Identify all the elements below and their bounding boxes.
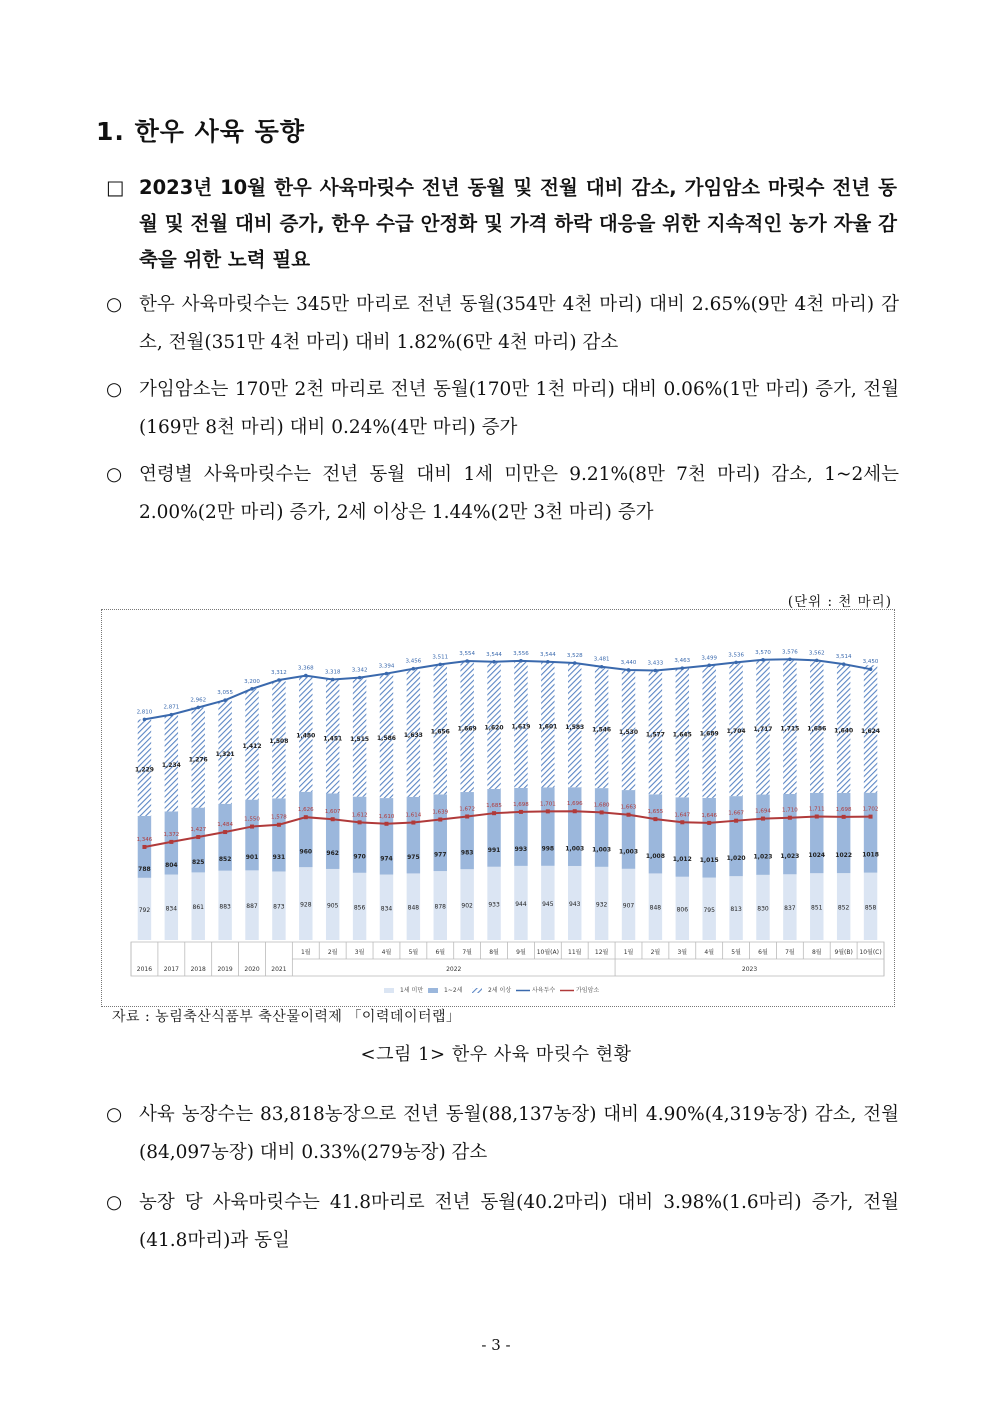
data-label: 1,583 bbox=[565, 724, 585, 732]
figure-caption: <그림 1> 한우 사육 마릿수 현황 bbox=[360, 1044, 632, 1065]
data-label: 1022 bbox=[835, 852, 853, 860]
line-label: 3,528 bbox=[566, 653, 583, 660]
circle-marker: ○ bbox=[106, 464, 123, 485]
line-label: 1,711 bbox=[808, 806, 825, 813]
data-label: 856 bbox=[353, 904, 366, 912]
tick-label: 2월 bbox=[650, 949, 661, 956]
bar-1to2 bbox=[808, 793, 826, 873]
data-label: 998 bbox=[541, 845, 555, 853]
tick-label: 2017 bbox=[163, 966, 179, 973]
data-label: 1,640 bbox=[834, 727, 854, 735]
line-label: 1,685 bbox=[486, 803, 502, 810]
tick-label: 2019 bbox=[217, 966, 233, 973]
data-label: 970 bbox=[353, 853, 366, 861]
line-label: 3,342 bbox=[351, 667, 368, 674]
data-label: 1,586 bbox=[376, 734, 396, 742]
line-point bbox=[761, 817, 765, 821]
line-point bbox=[627, 813, 631, 817]
data-label: 1,023 bbox=[780, 853, 800, 861]
tick-label: 2월 bbox=[327, 949, 338, 956]
line-point bbox=[815, 659, 819, 663]
data-label: 1,003 bbox=[565, 845, 585, 853]
line-label: 1,647 bbox=[674, 812, 691, 819]
tick-label: 1월 bbox=[623, 949, 634, 956]
line-point bbox=[788, 657, 792, 661]
data-label: 933 bbox=[488, 901, 500, 909]
tick-label: 9월 bbox=[516, 949, 526, 956]
line-label: 1,626 bbox=[297, 807, 314, 814]
data-label: 792 bbox=[138, 906, 151, 914]
line-label: 3,499 bbox=[701, 655, 718, 662]
line-label: 3,463 bbox=[674, 658, 691, 665]
bar-1to2 bbox=[514, 788, 527, 866]
data-label: 825 bbox=[191, 859, 205, 867]
data-label: 907 bbox=[622, 902, 635, 910]
summary-text: 2023년 10월 한우 사육마릿수 전년 동월 및 전월 대비 감소, 가임암소 마릿수 전년 동월 및 전월 대비 증가, 한우 수급 안정화 및 가격 하락 대응을 위한 지속적인 농가 자율 감축을 위한 노력 필요 bbox=[139, 176, 897, 271]
bullet-paragraph bbox=[106, 1096, 906, 1172]
data-label: 1,577 bbox=[645, 731, 665, 739]
tick-label: 8월 bbox=[489, 949, 499, 956]
tick-label: 8월 bbox=[811, 949, 822, 956]
line-point bbox=[384, 822, 388, 826]
tick-label: 1월 bbox=[300, 949, 311, 956]
data-label: 858 bbox=[864, 904, 877, 912]
bar-1to2 bbox=[676, 797, 689, 876]
line-label: 1,696 bbox=[566, 801, 583, 808]
bar-1to2 bbox=[649, 794, 662, 873]
line-point bbox=[412, 667, 416, 671]
bullet-text: 연령별 사육마릿수는 전년 동월 대비 1세 미만은 9.21%(8만 7천 마리) 감소, 1~2세는 2.00%(2만 마리) 증가, 2세 이상은 1.44%(2만 3천 마리) 증가 bbox=[139, 464, 899, 523]
line-label: 1,612 bbox=[351, 812, 368, 819]
data-label: 861 bbox=[192, 904, 204, 912]
bullet-paragraph bbox=[106, 1184, 906, 1260]
data-label: 887 bbox=[246, 903, 258, 911]
bar-1to2 bbox=[783, 794, 796, 874]
bar-1to2 bbox=[353, 797, 366, 873]
legend-label: 1~2세 bbox=[444, 987, 463, 994]
line-point bbox=[627, 668, 631, 672]
data-label: 1024 bbox=[808, 852, 826, 860]
section-heading: 1. 한우 사육 동향 bbox=[96, 117, 305, 146]
data-label: 977 bbox=[434, 851, 447, 859]
year-label: 2022 bbox=[446, 966, 462, 973]
line-point bbox=[196, 835, 200, 839]
line-point bbox=[304, 815, 308, 819]
data-label: 806 bbox=[676, 906, 689, 914]
livestock-chart bbox=[102, 610, 893, 1005]
data-label: 1,412 bbox=[242, 743, 262, 751]
line-label: 1,639 bbox=[432, 809, 449, 816]
line-label: 3,556 bbox=[513, 650, 529, 657]
bullet-text: 사육 농장수는 83,818농장으로 전년 동월(88,137농장) 대비 4.90%(4,319농장) 감소, 전월(84,097농장) 대비 0.33%(279농장) 감소 bbox=[139, 1104, 899, 1163]
bullet-text: 가임암소는 170만 2천 마리로 전년 동월(170만 1천 마리) 대비 0.06%(1만 마리) 증가, 전월(169만 8천 마리) 대비 0.24%(4만 마리) 증가 bbox=[139, 379, 899, 438]
line-point bbox=[250, 825, 254, 829]
chart-frame bbox=[101, 609, 895, 1007]
data-label: 1,546 bbox=[592, 726, 612, 734]
line-point bbox=[492, 811, 496, 815]
tick-label: 12월 bbox=[594, 949, 609, 956]
data-label: 928 bbox=[300, 901, 312, 909]
line-point bbox=[196, 706, 200, 710]
line-point bbox=[653, 817, 657, 821]
tick-label: 2020 bbox=[244, 966, 260, 973]
unit-label: (단위 : 천 마리) bbox=[787, 594, 892, 610]
data-label: 905 bbox=[326, 902, 339, 910]
data-label: 878 bbox=[434, 903, 446, 911]
data-label: 852 bbox=[837, 904, 850, 912]
line-label: 1,663 bbox=[620, 804, 637, 811]
line-point bbox=[519, 659, 523, 663]
line-point bbox=[411, 821, 415, 825]
line-point bbox=[358, 676, 362, 680]
data-label: 991 bbox=[487, 846, 501, 854]
tick-label: 6월 bbox=[435, 949, 446, 956]
tick-label: 9월(B) bbox=[834, 949, 853, 956]
line-point bbox=[438, 663, 442, 667]
circle-marker: ○ bbox=[106, 1104, 123, 1125]
data-label: 837 bbox=[784, 905, 796, 913]
tick-label: 4월 bbox=[704, 949, 715, 956]
line-point bbox=[734, 661, 738, 665]
line-label: 1,427 bbox=[190, 827, 207, 834]
data-label: 1,234 bbox=[161, 761, 181, 769]
line-label: 3,055 bbox=[217, 690, 233, 697]
line-label: 3,554 bbox=[459, 651, 476, 658]
tick-label: 10월(C) bbox=[859, 949, 882, 956]
line-point bbox=[707, 821, 711, 825]
line-point bbox=[734, 819, 738, 823]
legend-label: 1세 미만 bbox=[400, 987, 424, 994]
line-label: 3,312 bbox=[271, 670, 287, 677]
data-label: 1,624 bbox=[861, 727, 881, 735]
data-label: 873 bbox=[273, 903, 285, 911]
data-label: 943 bbox=[569, 900, 581, 908]
bar-1to2 bbox=[434, 794, 447, 871]
data-label: 975 bbox=[407, 854, 420, 862]
line-point bbox=[143, 718, 147, 722]
data-label: 1,023 bbox=[753, 853, 773, 861]
tick-label: 7월 bbox=[462, 949, 472, 956]
line-label: 3,200 bbox=[244, 678, 260, 685]
line-label: 3,440 bbox=[620, 659, 637, 666]
data-label: 804 bbox=[165, 861, 178, 869]
data-label: 883 bbox=[219, 903, 231, 911]
line-label: 3,511 bbox=[432, 654, 449, 661]
line-point bbox=[869, 667, 873, 671]
data-label: 1,003 bbox=[619, 848, 639, 856]
data-label: 1,451 bbox=[323, 735, 343, 743]
bar-1to2 bbox=[459, 792, 476, 869]
line-label: 1,346 bbox=[136, 836, 153, 843]
data-label: 983 bbox=[460, 849, 474, 857]
line-label: 3,433 bbox=[647, 660, 664, 667]
tick-label: 2018 bbox=[190, 966, 206, 973]
line-label: 1,672 bbox=[459, 806, 476, 813]
line-label: 1,667 bbox=[728, 810, 744, 817]
line-point bbox=[169, 840, 173, 844]
data-label: 1,530 bbox=[619, 729, 639, 737]
line-label: 1,701 bbox=[539, 801, 556, 808]
line-label: 3,368 bbox=[297, 665, 314, 672]
line-point bbox=[331, 678, 335, 682]
line-point bbox=[761, 658, 765, 662]
tick-label: 3월 bbox=[354, 949, 365, 956]
line-label: 1,710 bbox=[782, 807, 798, 814]
data-label: 795 bbox=[703, 906, 715, 914]
bar-1to2 bbox=[729, 796, 742, 876]
data-label: 932 bbox=[595, 901, 608, 909]
line-point bbox=[546, 809, 550, 813]
legend-label: 사육두수 bbox=[532, 987, 556, 994]
data-label: 813 bbox=[730, 906, 742, 914]
data-label: 852 bbox=[218, 856, 232, 864]
circle-marker: ○ bbox=[106, 294, 123, 315]
bar-1to2 bbox=[487, 789, 500, 867]
data-label: 1,515 bbox=[350, 736, 370, 744]
data-label: 1018 bbox=[862, 851, 879, 859]
line-point bbox=[142, 845, 146, 849]
tick-label: 3월 bbox=[677, 949, 688, 956]
data-label: 902 bbox=[461, 902, 473, 910]
data-label: 830 bbox=[757, 905, 769, 913]
line-label: 1,610 bbox=[378, 813, 395, 820]
data-label: 1,645 bbox=[672, 731, 692, 739]
bar-1to2 bbox=[380, 798, 393, 874]
data-label: 1,704 bbox=[726, 728, 746, 736]
data-label: 1,008 bbox=[645, 852, 665, 860]
data-label: 1,619 bbox=[511, 723, 531, 731]
legend-swatch bbox=[428, 988, 438, 993]
line-label: 2,810 bbox=[136, 709, 153, 716]
line-label: 3,450 bbox=[862, 659, 879, 666]
data-label: 960 bbox=[299, 848, 313, 856]
tick-label: 2021 bbox=[271, 966, 287, 973]
line-point bbox=[573, 809, 577, 813]
legend-label: 가임암소 bbox=[576, 987, 600, 994]
data-label: 944 bbox=[515, 900, 527, 908]
source-note: 자료 : 농림축산식품부 축산물이력제 「이력데이터랩」 bbox=[112, 1009, 461, 1025]
line-label: 3,544 bbox=[539, 651, 556, 658]
bar-1to2 bbox=[756, 795, 769, 875]
bar-1to2 bbox=[835, 793, 853, 873]
data-label: 1,508 bbox=[269, 738, 289, 746]
tick-label: 7월 bbox=[785, 949, 795, 956]
line-label: 3,514 bbox=[835, 654, 852, 661]
line-label: 3,318 bbox=[324, 669, 341, 676]
circle-marker: ○ bbox=[106, 379, 123, 400]
line-point bbox=[250, 687, 254, 691]
line-point bbox=[385, 672, 389, 676]
line-point bbox=[358, 820, 362, 824]
tick-label: 11월 bbox=[568, 949, 582, 956]
line-point bbox=[277, 678, 281, 682]
line-label: 3,576 bbox=[782, 649, 798, 656]
line-point bbox=[492, 660, 496, 664]
line-label: 1,646 bbox=[701, 812, 718, 819]
bullet-paragraph bbox=[106, 456, 906, 532]
line-label: 3,456 bbox=[405, 658, 422, 665]
year-label: 2023 bbox=[741, 966, 758, 973]
line-point bbox=[707, 664, 711, 668]
line-point bbox=[223, 830, 227, 834]
data-label: 1,003 bbox=[592, 846, 612, 854]
line-point bbox=[331, 817, 335, 821]
line-label: 1,698 bbox=[513, 801, 529, 808]
data-label: 1,633 bbox=[403, 731, 423, 739]
line-label: 1,607 bbox=[324, 809, 341, 816]
circle-marker: ○ bbox=[106, 1192, 123, 1213]
line-label: 3,481 bbox=[593, 656, 610, 663]
data-label: 834 bbox=[165, 905, 178, 913]
line-point bbox=[438, 818, 442, 822]
line-point bbox=[170, 713, 174, 717]
square-marker: □ bbox=[106, 176, 125, 199]
data-label: 1,656 bbox=[430, 728, 450, 736]
line-label: 1,702 bbox=[862, 806, 879, 813]
data-label: 1,276 bbox=[188, 756, 208, 764]
tick-label: 4월 bbox=[381, 949, 392, 956]
line-label: 1,680 bbox=[593, 802, 610, 809]
tick-label: 2016 bbox=[136, 966, 153, 973]
summary-block bbox=[106, 170, 992, 278]
line-point bbox=[519, 810, 523, 814]
line-label: 1,550 bbox=[244, 816, 260, 823]
data-label: 945 bbox=[542, 900, 554, 908]
bar-1to2 bbox=[326, 793, 339, 869]
data-label: 1,480 bbox=[296, 732, 316, 740]
data-label: 974 bbox=[380, 855, 393, 863]
bar-1to2 bbox=[299, 792, 312, 867]
bullet-text: 농장 당 사육마릿수는 41.8마리로 전년 동월(40.2마리) 대비 3.98%(1.6마리) 증가, 전월(41.8마리)과 동일 bbox=[139, 1192, 899, 1251]
line-point bbox=[573, 661, 577, 665]
tick-label: 5월 bbox=[408, 949, 419, 956]
bar-1to2 bbox=[541, 787, 554, 865]
data-label: 1,717 bbox=[753, 726, 773, 734]
tick-label: 6월 bbox=[758, 949, 768, 956]
bar-1to2 bbox=[595, 788, 608, 867]
data-label: 1,012 bbox=[672, 856, 692, 864]
line-label: 3,570 bbox=[755, 649, 771, 656]
legend-swatch bbox=[472, 988, 482, 993]
data-label: 848 bbox=[649, 904, 662, 912]
legend-label: 2세 이상 bbox=[488, 987, 512, 994]
line-point bbox=[465, 659, 469, 663]
data-label: 1,321 bbox=[215, 750, 235, 758]
data-label: 993 bbox=[514, 845, 528, 853]
line-point bbox=[223, 698, 227, 702]
line-point bbox=[304, 674, 308, 678]
bar-1to2 bbox=[622, 790, 635, 869]
data-label: 1,229 bbox=[134, 766, 154, 774]
data-label: 1,689 bbox=[699, 730, 719, 738]
data-label: 851 bbox=[811, 904, 823, 912]
line-label: 2,871 bbox=[163, 704, 180, 711]
line-label: 1,698 bbox=[835, 806, 852, 813]
line-point bbox=[842, 662, 846, 666]
line-label: 1,372 bbox=[163, 831, 180, 838]
line-label: 3,562 bbox=[808, 650, 825, 657]
line-point bbox=[788, 816, 792, 820]
line-point bbox=[600, 665, 604, 669]
data-label: 901 bbox=[245, 854, 259, 862]
line-point bbox=[654, 669, 658, 673]
tick-label: 10월(A) bbox=[536, 949, 559, 956]
bullet-paragraph bbox=[106, 286, 906, 362]
data-label: 834 bbox=[380, 905, 393, 913]
data-label: 788 bbox=[138, 865, 151, 873]
page-number: - 3 - bbox=[481, 1336, 511, 1354]
line-point bbox=[815, 815, 819, 819]
tick-label: 5월 bbox=[731, 949, 741, 956]
data-label: 962 bbox=[326, 850, 339, 858]
bar-1to2 bbox=[864, 793, 877, 873]
data-label: 931 bbox=[272, 853, 286, 861]
data-label: 848 bbox=[407, 904, 420, 912]
line-label: 1,484 bbox=[217, 822, 233, 829]
bullet-text: 한우 사육마릿수는 345만 마리로 전년 동월(354만 4천 마리) 대비 2.65%(9만 4천 마리) 감소, 전월(351만 4천 마리) 대비 1.82%(6만 4천 마리) 감소 bbox=[139, 294, 899, 353]
line-point bbox=[277, 823, 281, 827]
bar-1to2 bbox=[701, 798, 718, 878]
line-label: 3,536 bbox=[728, 652, 744, 659]
line-label: 2,962 bbox=[190, 697, 207, 704]
bar-1to2 bbox=[568, 787, 581, 866]
data-label: 1,715 bbox=[780, 725, 800, 733]
line-point bbox=[600, 810, 604, 814]
line-point bbox=[546, 660, 550, 664]
line-label: 1,694 bbox=[755, 808, 771, 815]
data-label: 1,686 bbox=[807, 725, 827, 733]
line-label: 3,544 bbox=[486, 651, 502, 658]
bar-1to2 bbox=[407, 797, 420, 874]
data-label: 1,601 bbox=[538, 723, 558, 731]
line-point bbox=[869, 815, 873, 819]
line-point bbox=[842, 815, 846, 819]
line-label: 1,655 bbox=[647, 809, 664, 816]
data-label: 1,620 bbox=[484, 724, 504, 732]
line-point bbox=[465, 815, 469, 819]
line-point bbox=[681, 666, 685, 670]
data-label: 1,669 bbox=[457, 725, 477, 733]
line-point bbox=[680, 820, 684, 824]
line-label: 1,614 bbox=[405, 812, 422, 819]
data-label: 1,020 bbox=[726, 855, 746, 863]
legend-swatch bbox=[384, 988, 394, 993]
line-label: 3,394 bbox=[378, 663, 395, 670]
line-label: 1,578 bbox=[271, 814, 287, 821]
data-label: 1,015 bbox=[699, 856, 719, 864]
bullet-paragraph bbox=[106, 371, 906, 447]
